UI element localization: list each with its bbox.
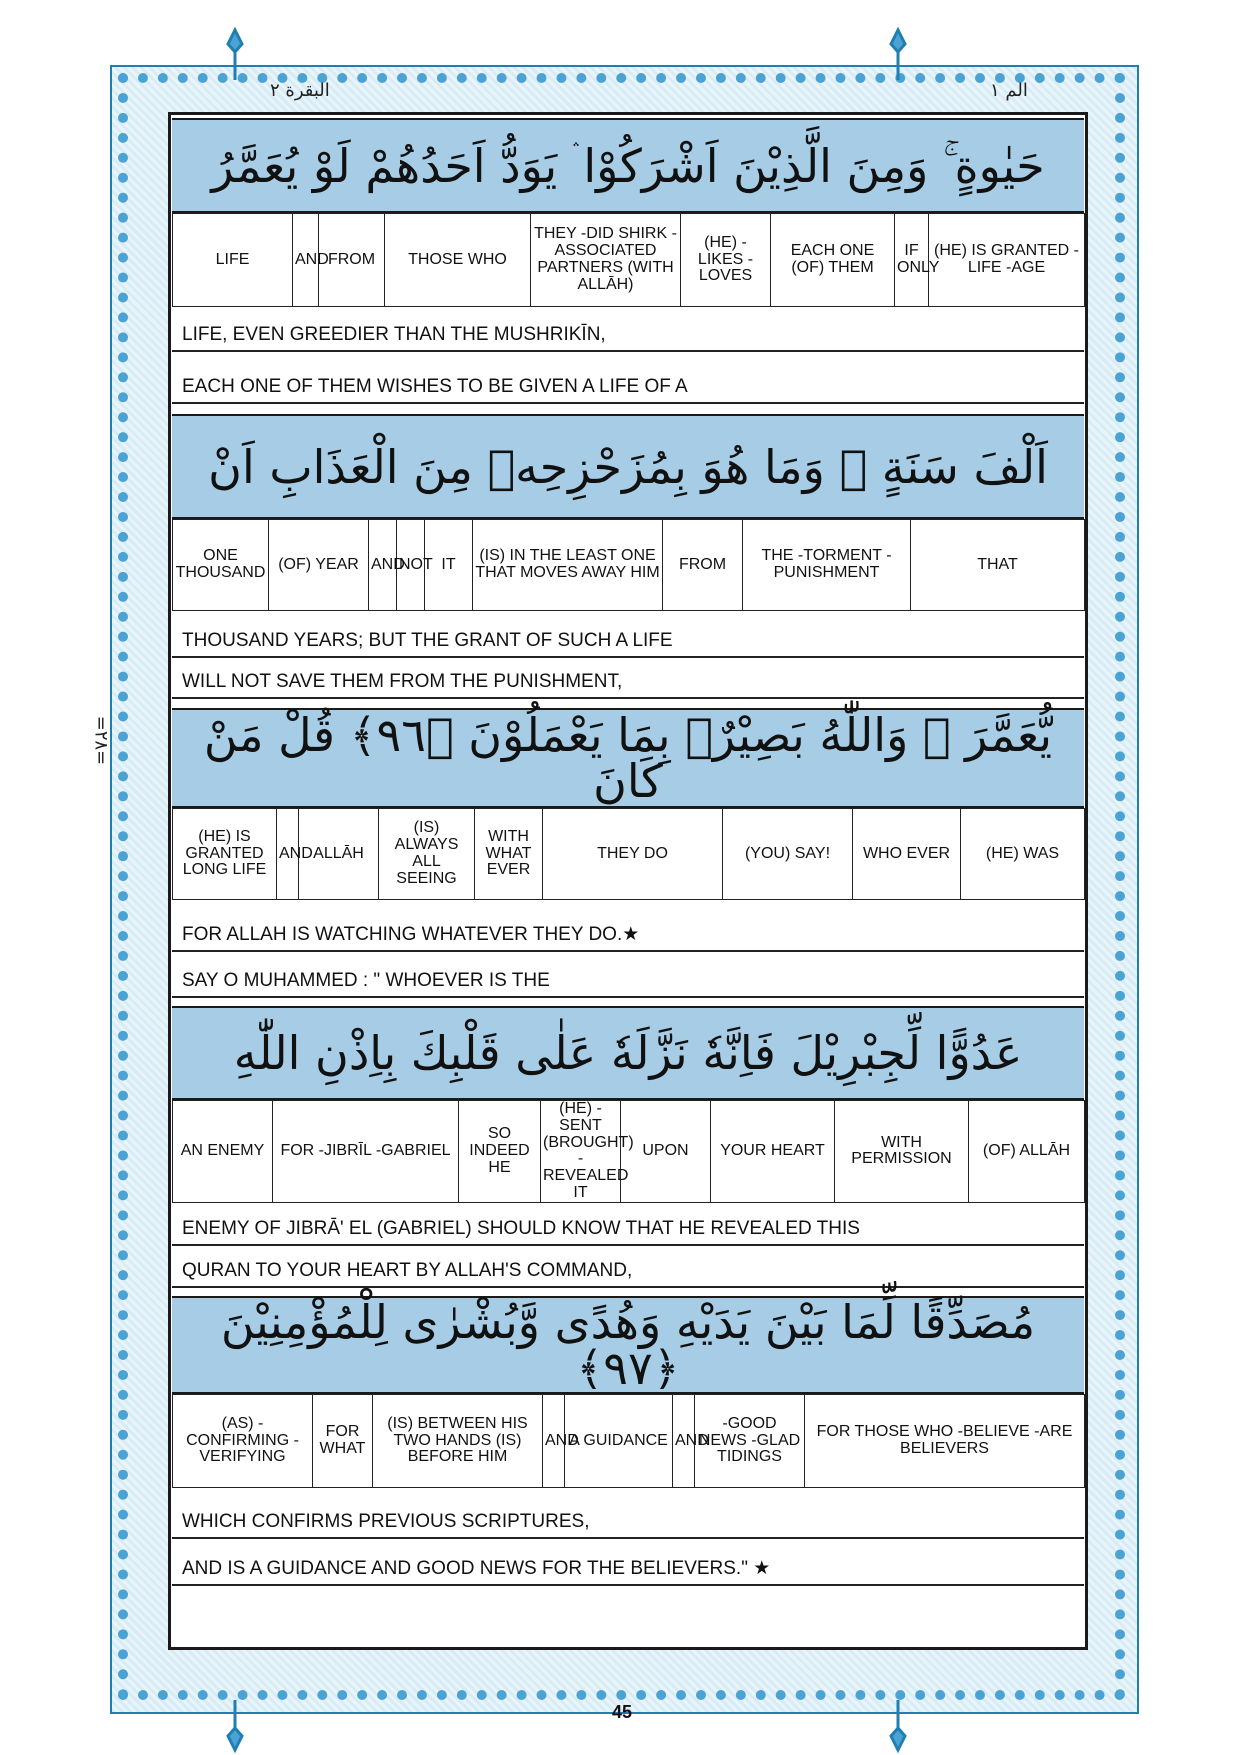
word-cell: (OF) ALLĀH (969, 1101, 1085, 1203)
word-cell: -GOOD NEWS -GLAD TIDINGS (695, 1395, 805, 1488)
word-cell: EACH ONE (OF) THEM (771, 214, 895, 307)
bottom-right-finial-icon (885, 1700, 911, 1750)
word-by-word-table (172, 1100, 1085, 1203)
word-cell: IT (425, 520, 473, 611)
word-cell: (YOU) SAY! (723, 809, 853, 900)
translation-line: WILL NOT SAVE THEM FROM THE PUNISHMENT, (172, 665, 1084, 699)
arabic-verse-line: مُصَدِّقًا لِّمَا بَيْنَ يَدَيْهِ وَهُدًى وَّبُشْرٰى لِلْمُؤْمِنِيْنَ ﴿٩٧﴾ (172, 1296, 1084, 1394)
top-right-finial-icon (885, 30, 911, 80)
word-by-word-table (172, 808, 1085, 900)
word-by-word-table (172, 1394, 1085, 1488)
page-number: 45 (612, 1702, 633, 1722)
side-juz-marker: =٢٨= (90, 715, 112, 766)
word-cell: (HE) -LIKES -LOVES (681, 214, 771, 307)
surah-name: البقرة ٢ (270, 80, 330, 101)
word-cell: AND (543, 1395, 565, 1488)
arabic-verse-line: عَدُوًّا لِّجِبْرِيْلَ فَاِنَّهٗ نَزَّلَهٗ عَلٰى قَلْبِكَ بِاِذْنِ اللّٰهِ (172, 1006, 1084, 1100)
word-cell: A GUIDANCE (565, 1395, 673, 1488)
translation-line: ENEMY OF JIBRĀ' EL (GABRIEL) SHOULD KNOW THAT HE REVEALED THIS (172, 1212, 1084, 1246)
translation-line: AND IS A GUIDANCE AND GOOD NEWS FOR THE BELIEVERS." ★ (172, 1552, 1084, 1586)
word-cell: (AS) -CONFIRMING -VERIFYING (173, 1395, 313, 1488)
word-cell: WITH PERMISSION (835, 1101, 969, 1203)
translation-line: QURAN TO YOUR HEART BY ALLAH'S COMMAND, (172, 1254, 1084, 1288)
word-cell: IF ONLY (895, 214, 929, 307)
translation-line: THOUSAND YEARS; BUT THE GRANT OF SUCH A LIFE (172, 624, 1084, 658)
word-cell: (IS) ALWAYS ALL SEEING (379, 809, 475, 900)
word-cell: FOR THOSE WHO -BELIEVE -ARE BELIEVERS (805, 1395, 1085, 1488)
top-left-finial-icon (222, 30, 248, 80)
word-cell: FOR -JIBRĪL -GABRIEL (273, 1101, 459, 1203)
word-cell: FROM (319, 214, 385, 307)
arabic-verse-line: حَيٰوةٍ ۚ وَمِنَ الَّذِيْنَ اَشْرَكُوْا ۛ يَوَدُّ اَحَدُهُمْ لَوْ يُعَمَّرُ (172, 118, 1084, 213)
word-cell: THOSE WHO (385, 214, 531, 307)
translation-line: SAY O MUHAMMED : " WHOEVER IS THE (172, 964, 1084, 998)
word-cell: UPON (621, 1101, 711, 1203)
word-cell: AND (369, 520, 397, 611)
word-cell: (IS) IN THE LEAST ONE THAT MOVES AWAY HIM (473, 520, 663, 611)
word-cell: (HE) IS GRANTED LONG LIFE (173, 809, 277, 900)
translation-line: EACH ONE OF THEM WISHES TO BE GIVEN A LIFE OF A (172, 370, 1084, 404)
translation-line: FOR ALLAH IS WATCHING WHATEVER THEY DO.★ (172, 918, 1084, 952)
word-cell: YOUR HEART (711, 1101, 835, 1203)
arabic-verse-line: اَلْفَ سَنَةٍ ۚ وَمَا هُوَ بِمُزَحْزِحِهٖ مِنَ الْعَذَابِ اَنْ (172, 414, 1084, 519)
word-cell: LIFE (173, 214, 293, 307)
word-cell: THAT (911, 520, 1085, 611)
word-cell: AN ENEMY (173, 1101, 273, 1203)
word-cell: THEY DO (543, 809, 723, 900)
translation-line: WHICH CONFIRMS PREVIOUS SCRIPTURES, (172, 1505, 1084, 1539)
arabic-verse-line: يُّعَمَّرَ ۗ وَاللّٰهُ بَصِيْرٌۢ بِمَا يَعْمَلُوْنَ ﴿٩٦﴾ قُلْ مَنْ كَانَ (172, 708, 1084, 808)
word-cell: AND (293, 214, 319, 307)
word-by-word-table (172, 519, 1085, 611)
word-cell: FROM (663, 520, 743, 611)
word-cell: SO INDEED HE (459, 1101, 541, 1203)
word-cell: ONE THOUSAND (173, 520, 269, 611)
word-cell: (IS) BETWEEN HIS TWO HANDS (IS) BEFORE HIM (373, 1395, 543, 1488)
word-cell: AND (673, 1395, 695, 1488)
translation-line: LIFE, EVEN GREEDIER THAN THE MUSHRIKĪN, (172, 318, 1084, 352)
word-cell: WHO EVER (853, 809, 961, 900)
word-cell: NOT (397, 520, 425, 611)
word-cell: FOR WHAT (313, 1395, 373, 1488)
word-cell: AND (277, 809, 299, 900)
word-cell: WITH WHAT EVER (475, 809, 543, 900)
word-cell: (HE) IS GRANTED -LIFE -AGE (929, 214, 1085, 307)
word-cell: (OF) YEAR (269, 520, 369, 611)
bottom-left-finial-icon (222, 1700, 248, 1750)
word-by-word-table (172, 213, 1085, 307)
word-cell: (HE) WAS (961, 809, 1085, 900)
word-cell: THE -TORMENT -PUNISHMENT (743, 520, 911, 611)
word-cell: (HE) -SENT (BROUGHT) -REVEALED IT (541, 1101, 621, 1203)
juz-name: الم ١ (990, 80, 1028, 101)
word-cell: THEY -DID SHIRK -ASSOCIATED PARTNERS (WITH ALLĀH) (531, 214, 681, 307)
word-cell: ALLĀH (299, 809, 379, 900)
